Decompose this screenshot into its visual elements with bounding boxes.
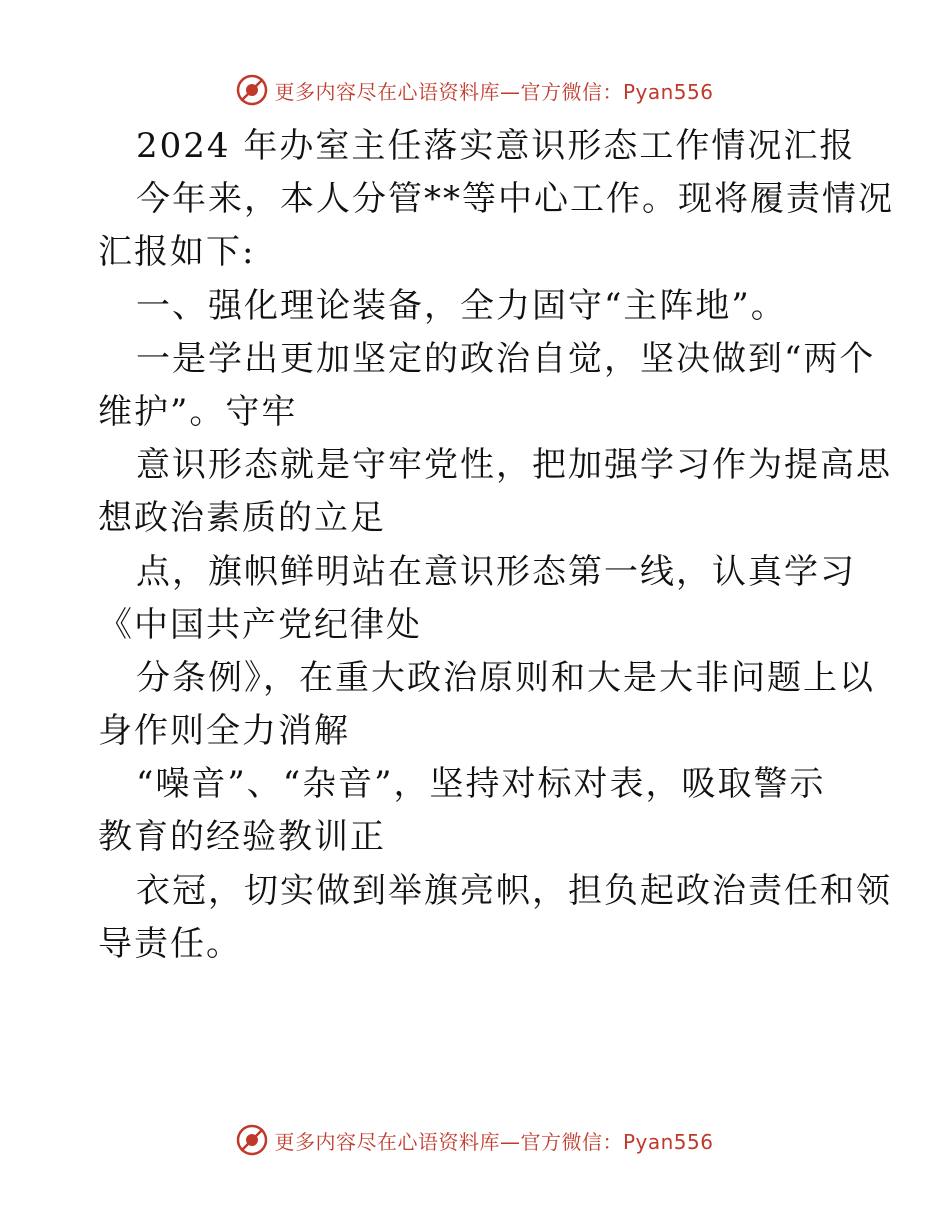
text-line: 今年来，本人分管**等中心工作。现将履责情况 — [136, 179, 894, 220]
text-line: 身作则全力消解 — [98, 711, 350, 752]
document-body — [98, 120, 894, 971]
text-line: 汇报如下: — [98, 232, 256, 273]
text-line: 维护”。守牢 — [98, 391, 298, 432]
text-line: 导责任。 — [98, 923, 242, 964]
text-line: 衣冠，切实做到举旗亮帜，担负起政治责任和领 — [136, 870, 892, 911]
seal-logo-icon — [236, 74, 268, 106]
section-heading: 一、强化理论装备，全力固守“主阵地”。 — [136, 285, 787, 326]
text-line: 《中国共产党纪律处 — [98, 604, 422, 645]
footer-watermark — [0, 1120, 950, 1160]
watermark-text: 更多内容尽在心语资料库—官方微信：Pyan556 — [274, 79, 714, 104]
text-line: 意识形态就是守牢党性，把加强学习作为提高思 — [136, 445, 892, 486]
text-line: 一是学出更加坚定的政治自觉，坚决做到“两个 — [136, 338, 876, 379]
watermark-text: 更多内容尽在心语资料库—官方微信：Pyan556 — [274, 1129, 714, 1154]
text-line: 分条例》，在重大政治原则和大是大非问题上以 — [136, 657, 875, 698]
seal-logo-icon — [236, 1124, 268, 1156]
document-title: 2024 年办室主任落实意识形态工作情况汇报 — [136, 126, 856, 166]
text-line: 想政治素质的立足 — [98, 498, 386, 539]
watermark-group — [236, 74, 713, 106]
text-line: 点，旗帜鲜明站在意识形态第一线，认真学习 — [136, 551, 856, 592]
watermark-group — [236, 1124, 713, 1156]
text-line: “噪音”、“杂音”，坚持对标对表，吸取警示 — [136, 764, 826, 805]
text-line: 教育的经验教训正 — [98, 817, 386, 858]
header-watermark — [0, 70, 950, 110]
